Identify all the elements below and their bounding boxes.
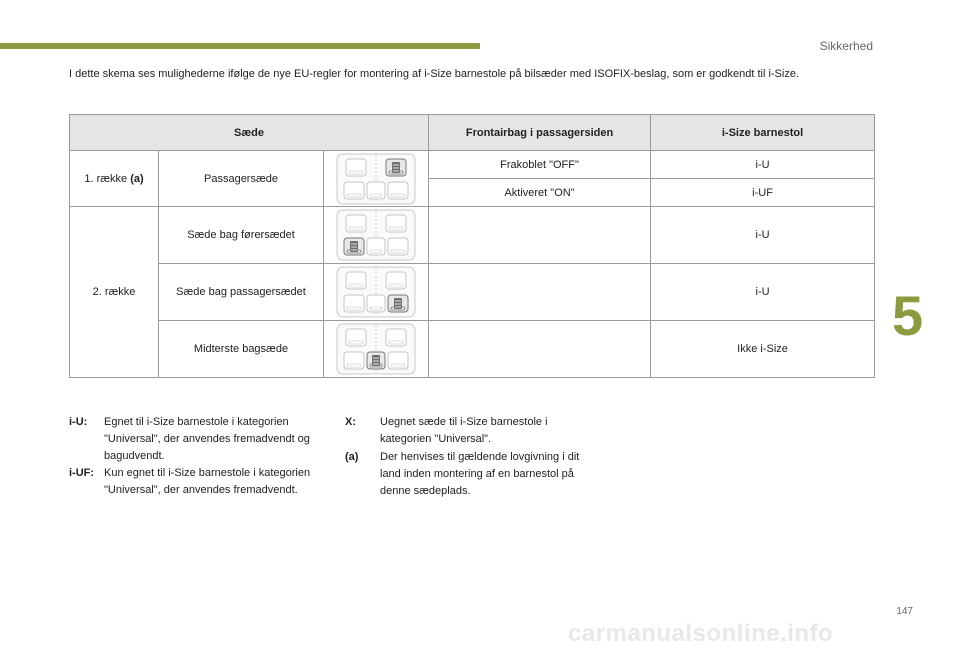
table-row [70,207,875,264]
seat-label: Midterste bagsæde [159,321,324,378]
table-row [70,264,875,321]
seat-label: Sæde bag førersædet [159,207,324,264]
airbag-empty-cell [429,207,651,264]
legend-iuf: i-UF: Kun egnet til i-Size barnestole i kategorien "Universal", der anvendes fremadvendt. [69,467,311,496]
seat-diagram-rear-center [324,321,429,378]
isize-value: i-U [651,151,875,179]
legend-iu: i-U: Egnet til i-Size barnestole i kategorien "Universal", der anvendes fremadvendt og bagudvendt. [69,416,310,462]
header-accent-bar [0,43,480,49]
seat-diagram-front-passenger [324,151,429,207]
header-isize: i-Size barnestol [651,115,875,151]
seat-diagram-rear-right [324,264,429,321]
legend-a: (a) Der henvises til gældende lovgivning i dit land inden montering af en barnestol på denne sædeplads. [345,451,580,497]
seat-label: Sæde bag passagersædet [159,264,324,321]
isofix-seat-table [69,114,875,378]
watermark: carmanualsonline.info [568,620,834,647]
isize-value: i-U [651,207,875,264]
airbag-empty-cell [429,321,651,378]
page-number: 147 [896,606,913,617]
table-row [70,151,875,179]
header-seat: Sæde [70,115,429,151]
airbag-empty-cell [429,264,651,321]
isize-value: Ikke i-Size [651,321,875,378]
legend-x: X: Uegnet sæde til i-Size barnestole i kategorien "Universal". [345,416,548,445]
chapter-tab: 5 [890,287,960,349]
intro-text: I dette skema ses mulighederne ifølge de nye EU-regler for montering af i-Size barnestole på bilsæder med ISOFIX-beslag, som er godkendt til i-Size. [69,68,800,80]
section-title: Sikkerhed [819,39,873,53]
seat-label: Passagersæde [159,151,324,207]
row-group-label: 1. række (a) [70,151,159,207]
table-row [70,321,875,378]
header-airbag: Frontairbag i passagersiden [429,115,651,151]
row-group-label: 2. række [70,207,159,378]
airbag-on-label: Aktiveret "ON" [429,179,651,207]
table-header-row [70,115,875,151]
isize-value: i-UF [651,179,875,207]
seat-diagram-rear-left [324,207,429,264]
airbag-off-label: Frakoblet "OFF" [429,151,651,179]
isize-value: i-U [651,264,875,321]
